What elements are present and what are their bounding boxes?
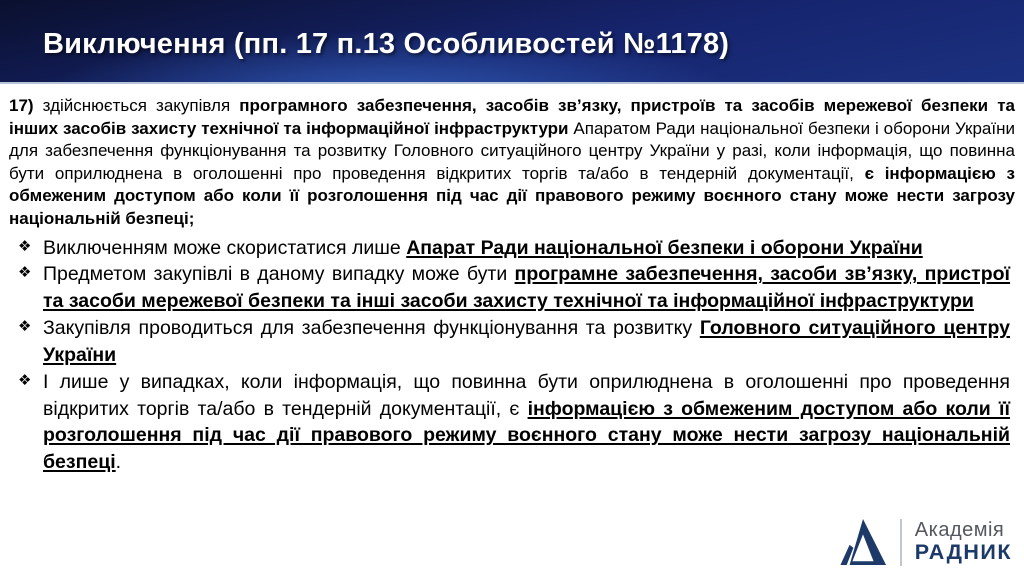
text-segment: Предметом закупівлі в даному випадку може бути [43, 263, 515, 286]
text-segment: І лише у випадках, коли інформація, що повинна бути оприлюднена в оголошенні про проведення відкритих торгів та/або в тендерній документації, є [43, 370, 1010, 420]
logo-text [915, 520, 1012, 564]
brand-name-top: Академія [914, 519, 1005, 542]
text-segment: здійснюється закупівля [33, 96, 240, 115]
text-segment: Виключенням може скористатися лише [43, 236, 407, 259]
bullet-item [18, 315, 1010, 369]
text-segment: Закупівля проводиться для забезпечення функціонування та розвитку [43, 317, 700, 340]
slide-header [0, 0, 1024, 84]
text-segment: 17) [9, 96, 34, 115]
diamond-bullet-icon: ❖ [18, 263, 32, 282]
text-segment: Апаратом Ради національної безпеки і оборони України для забезпечення функціонування та розвитку Головного ситуаційного центру України у разі, коли інформація, що повинна бути оприлюднена в оголошенні про проведення відкритих торгів та/або в тендерній документації, [9, 118, 1015, 183]
text-segment: інформацією з обмеженим доступом або коли її розголошення під час дії правового режиму воєнного стану може нести загрозу національній безпеці [43, 397, 1010, 474]
triangle-a-logo-icon [839, 516, 887, 568]
bullet-list [18, 235, 1010, 476]
bullet-item [18, 369, 1010, 476]
diamond-bullet-icon: ❖ [18, 370, 32, 389]
bullet-item [18, 261, 1010, 315]
diamond-bullet-icon: ❖ [18, 317, 32, 336]
slide-title: Виключення (пп. 17 п.13 Особливостей №1178) [43, 27, 730, 60]
text-segment: Головного ситуаційного центру України [43, 317, 1010, 366]
intro-paragraph [9, 95, 1015, 231]
bullet-item [18, 235, 1010, 262]
diamond-bullet-icon: ❖ [18, 236, 32, 255]
text-segment: . [115, 451, 122, 474]
text-segment: є інформацією з обмеженим доступом або коли її розголошення під час дії правового режиму воєнного стану може нести загрозу національній безпеці; [9, 163, 1015, 229]
text-segment: програмного забезпечення, засобів зв’язку, пристроїв та засобів мережевої безпеки та інших засобів захисту технічної та інформаційної інфраструктури [9, 96, 1015, 138]
text-segment: Апарат Ради національної безпеки і оборони України [406, 236, 923, 259]
text-segment: програмне забезпечення, засоби зв’язку, пристрої та засоби мережевої безпеки та інші засоби захисту технічної та інформаційної інфраструктури [43, 263, 1011, 313]
brand-name-bottom: РАДНИК [914, 540, 1012, 565]
academy-radnyk-logo [839, 516, 1012, 568]
logo-divider [900, 519, 902, 566]
